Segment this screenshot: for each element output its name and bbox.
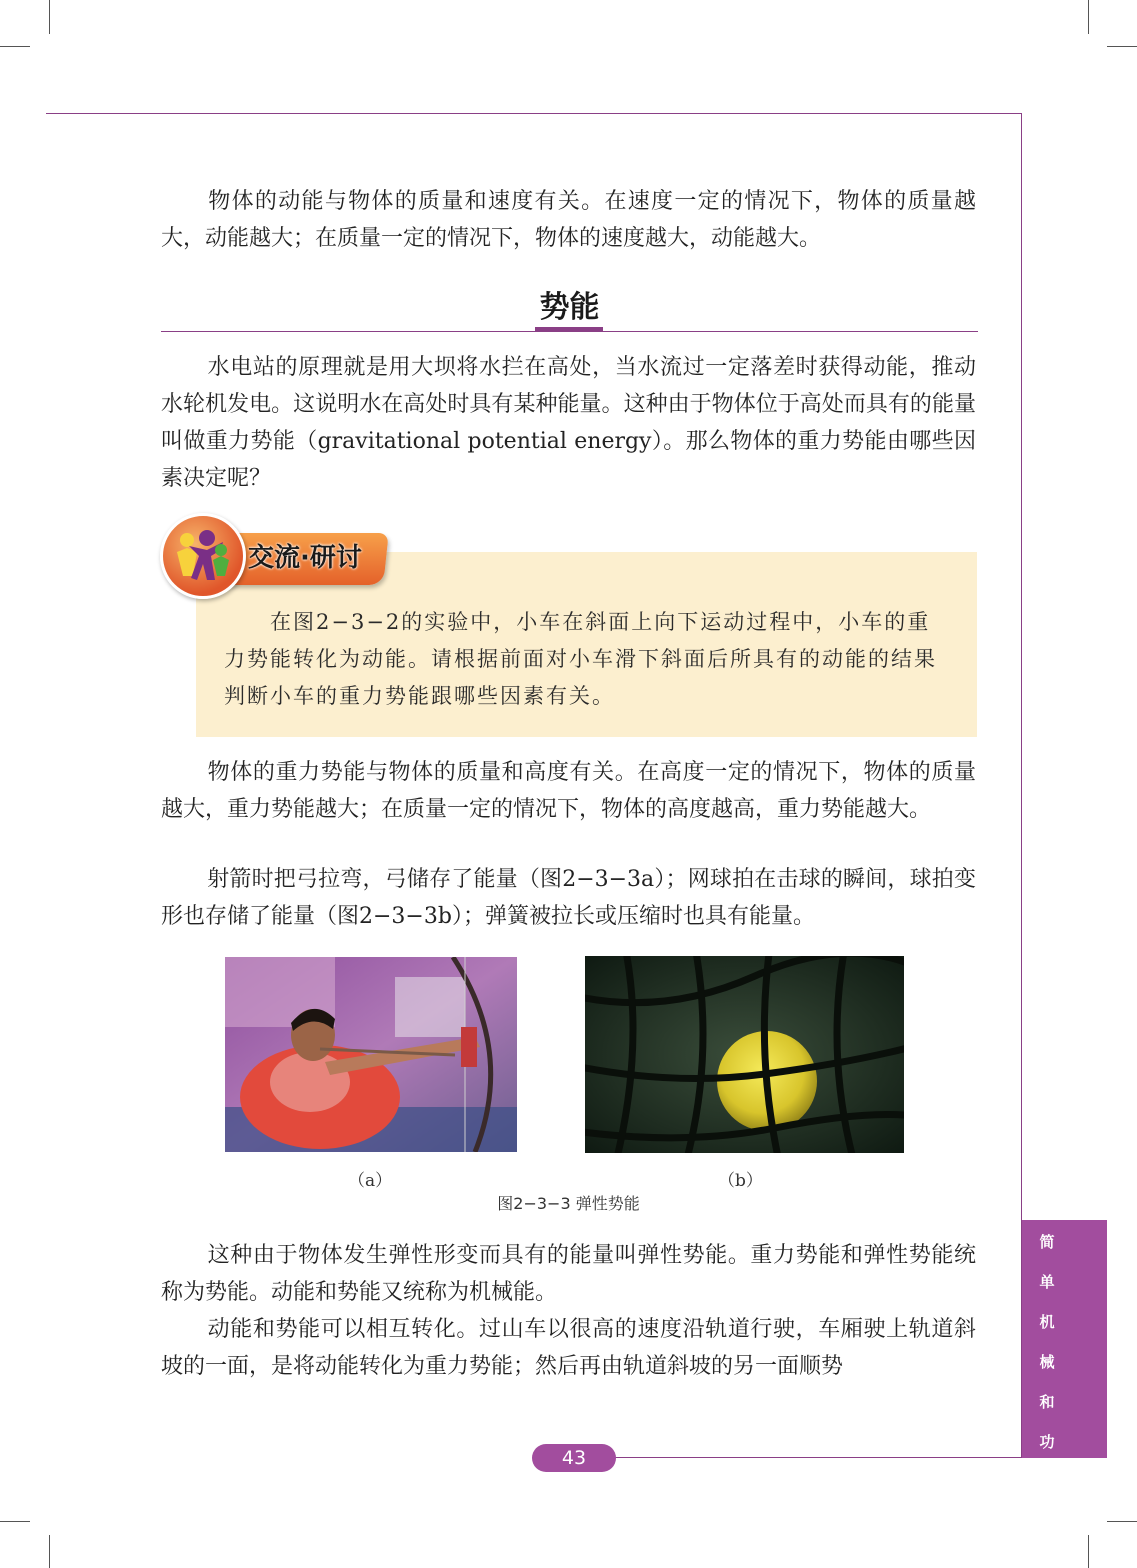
tennis-ball-photo — [585, 956, 904, 1153]
figure-caption: 图2−3−3 弹性势能 — [497, 1194, 640, 1213]
paragraph-gravity — [161, 754, 976, 828]
page-frame-bottom — [600, 1457, 1022, 1458]
paragraph-conversion — [161, 1311, 976, 1385]
discussion-text-body: 在图2−3−2的实验中，小车在斜面上向下运动过程中，小车的重力势能转化为动能。请根据前面对小车滑下斜面后所具有的动能的结果判断小车的重力势能跟哪些因素有关。 — [224, 610, 937, 708]
paragraph-elastic-examples — [161, 861, 976, 935]
crop-mark — [1107, 1521, 1137, 1522]
paragraph-elastic-examples-text: 射箭时把弓拉弯，弓储存了能量（图2−3−3a）；网球拍在击球的瞬间，球拍变形也存储了能量（图2−3−3b）；弹簧被拉长或压缩时也具有能量。 — [161, 867, 976, 929]
crop-mark — [0, 1521, 30, 1522]
intro-paragraph — [161, 183, 976, 257]
side-tab-char: 简 — [1039, 1233, 1055, 1251]
discussion-badge — [160, 513, 392, 603]
crop-mark — [49, 1535, 50, 1568]
paragraph-elastic-definition-text: 这种由于物体发生弹性形变而具有的能量叫弹性势能。重力势能和弹性势能统称为势能。动能和势能又统称为机械能。 — [161, 1243, 976, 1305]
paragraph-gravity-text: 物体的重力势能与物体的质量和高度有关。在高度一定的情况下，物体的质量越大，重力势能越大；在质量一定的情况下，物体的高度越高，重力势能越大。 — [161, 760, 976, 822]
paragraph-water — [161, 349, 976, 497]
side-tab-char: 机 — [1039, 1313, 1055, 1331]
people-icon — [160, 513, 246, 599]
section-title: 势能 — [539, 290, 600, 325]
chapter-side-tab — [1022, 1220, 1107, 1458]
side-tab-char: 械 — [1039, 1353, 1055, 1371]
page-frame-top — [46, 113, 1022, 114]
heading-accent-bar — [535, 327, 603, 332]
page-number: 43 — [532, 1444, 616, 1472]
crop-mark — [1107, 46, 1137, 47]
paragraph-elastic-definition — [161, 1237, 976, 1311]
figure-sub-caption-a: （a） — [348, 1171, 393, 1191]
figure-sub-caption-b: （b） — [718, 1171, 763, 1191]
crop-mark — [0, 46, 30, 47]
paragraph-conversion-text: 动能和势能可以相互转化。过山车以很高的速度沿轨道行驶，车厢驶上轨道斜坡的一面，是将动能转化为重力势能；然后再由轨道斜坡的另一面顺势 — [161, 1317, 976, 1379]
intro-paragraph-text: 物体的动能与物体的质量和速度有关。在速度一定的情况下，物体的质量越大，动能越大；在质量一定的情况下，物体的速度越大，动能越大。 — [161, 189, 976, 251]
crop-mark — [1088, 0, 1089, 34]
paragraph-water-text: 水电站的原理就是用大坝将水拦在高处，当水流过一定落差时获得动能，推动水轮机发电。这说明水在高处时具有某种能量。这种由于物体位于高处而具有的能量叫做重力势能（gravitational potential energy）。那么物体的重力势能由哪些因素决定呢？ — [161, 355, 976, 491]
section-heading — [161, 278, 978, 332]
crop-mark — [49, 0, 50, 34]
side-tab-char: 单 — [1039, 1273, 1055, 1291]
discussion-text — [224, 604, 952, 715]
archer-photo — [225, 957, 517, 1152]
side-tab-char: 功 — [1039, 1433, 1055, 1451]
crop-mark — [1088, 1535, 1089, 1568]
discussion-label: 交流·研讨 — [248, 543, 362, 573]
side-tab-char: 和 — [1039, 1393, 1055, 1411]
